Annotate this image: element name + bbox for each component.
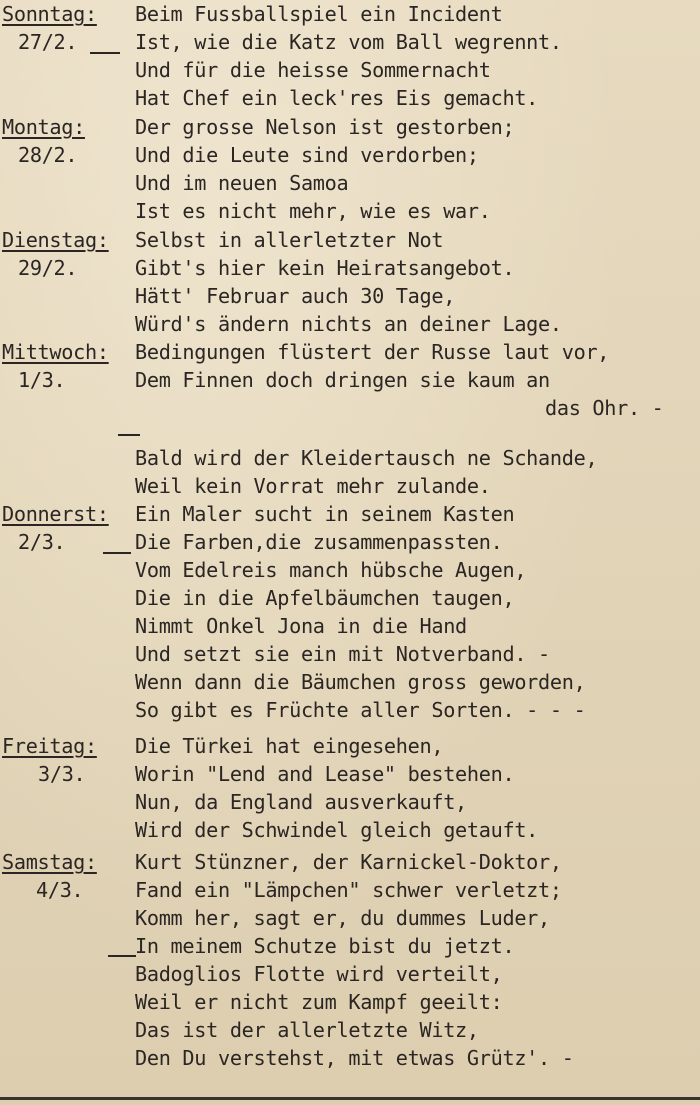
verse-line: Dem Finnen doch dringen sie kaum an: [135, 368, 550, 392]
verse-line: Die Türkei hat eingesehen,: [135, 734, 444, 758]
verse-line: Die Farben,die zusammenpassten.: [135, 530, 503, 554]
verse-line: Selbst in allerletzter Not: [135, 228, 444, 252]
date-label-donnerstag: 2/3.: [18, 530, 66, 554]
verse-line: Ein Maler sucht in seinem Kasten: [135, 502, 515, 526]
date-label-dienstag: 29/2.: [18, 256, 78, 280]
verse-line: Badoglios Flotte wird verteilt,: [135, 962, 503, 986]
date-label-sonntag: 27/2.: [18, 30, 78, 54]
day-label-sonntag: Sonntag:: [2, 2, 97, 26]
verse-line: Weil kein Vorrat mehr zulande.: [135, 474, 491, 498]
verse-line: Der grosse Nelson ist gestorben;: [135, 115, 515, 139]
verse-line: Vom Edelreis manch hübsche Augen,: [135, 558, 527, 582]
verse-line: Nimmt Onkel Jona in die Hand: [135, 614, 467, 638]
day-label-dienstag: Dienstag:: [2, 228, 109, 252]
verse-line: Weil er nicht zum Kampf geeilt:: [135, 990, 503, 1014]
verse-line: Hätt' Februar auch 30 Tage,: [135, 284, 456, 308]
verse-line: Den Du verstehst, mit etwas Grütz'. -: [135, 1046, 574, 1070]
day-label-mittwoch: Mittwoch:: [2, 340, 109, 364]
verse-line: Fand ein "Lämpchen" schwer verletzt;: [135, 878, 562, 902]
verse-line: Hat Chef ein leck'res Eis gemacht.: [135, 86, 539, 110]
date-label-freitag: 3/3.: [38, 762, 86, 786]
verse-line: Ist es nicht mehr, wie es war.: [135, 199, 491, 223]
entry-dash: [108, 955, 136, 957]
entry-dash: [118, 434, 140, 436]
day-label-donnerstag: Donnerst:: [2, 502, 109, 526]
entry-dash: [90, 52, 120, 54]
verse-line: Würd's ändern nichts an deiner Lage.: [135, 312, 562, 336]
day-label-montag: Montag:: [2, 115, 85, 139]
day-label-freitag: Freitag:: [2, 734, 97, 758]
date-label-montag: 28/2.: [18, 143, 78, 167]
verse-line: Komm her, sagt er, du dummes Luder,: [135, 906, 550, 930]
verse-line: Und für die heisse Sommernacht: [135, 58, 491, 82]
verse-line: Nun, da England ausverkauft,: [135, 790, 467, 814]
verse-line: Wenn dann die Bäumchen gross geworden,: [135, 670, 586, 694]
verse-line: Und im neuen Samoa: [135, 171, 349, 195]
verse-line: Kurt Stünzner, der Karnickel-Doktor,: [135, 850, 562, 874]
verse-line: Beim Fussballspiel ein Incident: [135, 2, 503, 26]
verse-line: Ist, wie die Katz vom Ball wegrennt.: [135, 30, 562, 54]
verse-line: Wird der Schwindel gleich getauft.: [135, 818, 539, 842]
verse-line: So gibt es Früchte aller Sorten. - - -: [135, 698, 586, 722]
verse-line: Das ist der allerletzte Witz,: [135, 1018, 479, 1042]
verse-line: Bedingungen flüstert der Russe laut vor,: [135, 340, 610, 364]
verse-line: In meinem Schutze bist du jetzt.: [135, 934, 515, 958]
day-label-samstag: Samstag:: [2, 850, 97, 874]
date-label-samstag: 4/3.: [36, 878, 84, 902]
verse-line: Bald wird der Kleidertausch ne Schande,: [135, 446, 598, 470]
bottom-rule: [0, 1097, 700, 1100]
verse-line: Und die Leute sind verdorben;: [135, 143, 479, 167]
verse-line: Die in die Apfelbäumchen taugen,: [135, 586, 515, 610]
verse-line-continued: das Ohr. -: [545, 396, 664, 420]
date-label-mittwoch: 1/3.: [18, 368, 66, 392]
verse-line: Und setzt sie ein mit Notverband. -: [135, 642, 550, 666]
verse-line: Gibt's hier kein Heiratsangebot.: [135, 256, 515, 280]
verse-line: Worin "Lend and Lease" bestehen.: [135, 762, 515, 786]
entry-dash: [103, 552, 131, 554]
